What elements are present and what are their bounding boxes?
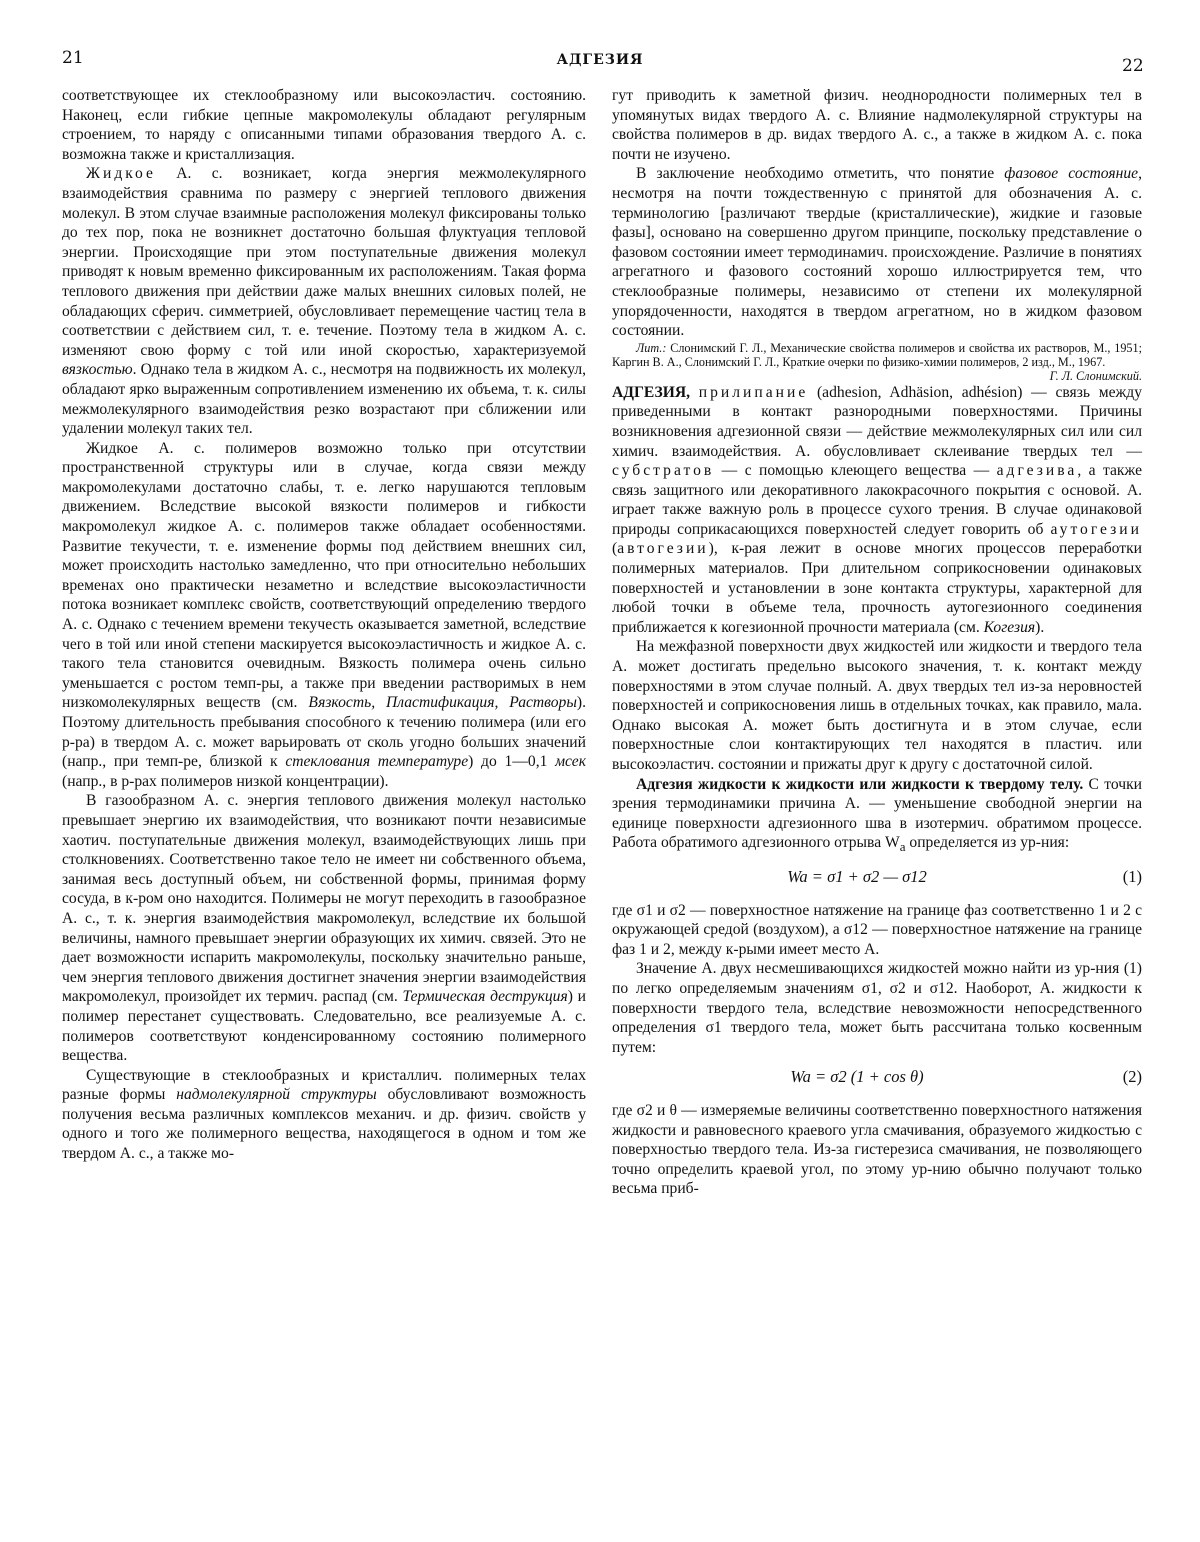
running-title: АДГЕЗИЯ bbox=[556, 52, 644, 68]
article-author: Г. Л. Слонимский. bbox=[1049, 368, 1142, 383]
paragraph-polymer-liquid bbox=[62, 439, 586, 792]
text-run: обусловливают возможность получения весьма различных комплексов механич. и др. физич. свойств у одного и того же полимерного вещества, находящегося в одном и том же твердом А. с., а также мо- bbox=[62, 1086, 586, 1163]
paragraph: Значение А. двух несмешивающихся жидкостей можно найти из ур-ния (1) по легко определяемым значениям σ1, σ2 и σ12. Наоборот, А. жидкости к поверхности твердого тела, вследствие невозможности непосредственного определения σ1 твердого тела, может быть рассчитана только косвенным путем: bbox=[612, 960, 1142, 1056]
text-run: ). Поэтому длительность пребывания способного к течению полимера (или его р-ра) в твердом А. с. может варьировать от сколь угодно больших значений (напр., при темп-ре, близкой к bbox=[62, 694, 586, 771]
cross-reference-link[interactable]: Термическая деструкция bbox=[402, 988, 568, 1006]
paragraph: соответствующее их стеклообразному или высокоэластич. состоянию. Наконец, если гибкие цепные макромолекулы обладают регулярным строением, то наряду с описанными типами образования твердого А. с. возможна также и кристаллизация. bbox=[62, 87, 586, 163]
paragraph-gas-state bbox=[62, 791, 586, 1065]
text-run: , а также связь защитного или декоративного лакокрасочного покрытия с основой. А. играет также важную роль в процессе сухого трения. В случае одинаковой природы соприкасающихся поверхностей следует говорить об bbox=[612, 462, 1142, 538]
cross-reference-link[interactable]: Вязкость, Пластификация, Растворы bbox=[308, 694, 577, 712]
text-run: А. с. возникает, когда энергия межмолекулярного взаимодействия сравнима по размеру с энергией теплового движения молекул. В этом случае взаимные расположения молекул фиксированы только до тех пор, пока не возникнет достаточно большая флуктуация тепловой энергии. Происходящие при этом поступательные движения молекул приводят к новым временно фиксированным их расположениям. Такая форма теплового движения при действии даже малых внешних силовых полей, не обладающих сферич. симметрией, обусловливает перемещение частиц тела в соответствии с действием сил, т. е. течение. Поэтому тела в жидком А. с. изменяют свою форму с той или иной скоростью, характеризуемой bbox=[62, 165, 586, 359]
section-heading: Адгезия жидкости к жидкости или жидкости к твердому телу. bbox=[636, 775, 1084, 793]
spaced-term: аутогезии bbox=[1050, 520, 1142, 538]
text-run: ). bbox=[1035, 618, 1045, 636]
equation-expression: Wa = σ1 + σ2 — σ12 bbox=[787, 867, 927, 887]
spaced-term: прилипание bbox=[698, 383, 809, 401]
headword: АДГЕЗИЯ, bbox=[612, 383, 691, 401]
paragraph-supramolecular bbox=[62, 1066, 586, 1164]
spaced-term: автогезии bbox=[617, 540, 709, 558]
paragraph: где σ2 и θ — измеряемые величины соответственно поверхностного натяжения жидкости и равновесного краевого угла смачивания, образуемого жидкостью с поверхностью твердого тела. Из-за гистерезиса смачивания, не позволяющего точно определить краевой угол, по этому ур-нию обычно получают только весьма приб- bbox=[612, 1102, 1142, 1198]
text-run: — с помощью клеющего вещества — bbox=[714, 462, 997, 480]
paragraph: гут приводить к заметной физич. неоднородности полимерных тел в упомянутых видах твердого А. с. Влияние надмолекулярной структуры на свойства полимеров в др. видах твердого А. с., а также в жидком А. с. пока почти не изучено. bbox=[612, 87, 1142, 163]
spaced-term: субстратов bbox=[612, 462, 715, 480]
equation-1 bbox=[612, 867, 1142, 887]
equation-2 bbox=[612, 1067, 1142, 1087]
text-run: Жидкое А. с. полимеров возможно только при отсутствии пространственной структуры или в случае, когда связи между макромолекулами достаточно слабы, т. е. легко нарушаются тепловым движением. Вследствие высокой вязкости полимеров и гибкости макромолекул жидкое А. с. полимеров также обладает особенностями. Развитие текучести, т. е. изменение формы под действием внешних сил, может происходить настолько замедленно, что при относительно небольших временах оно практически незаметно и вследствие высокоэластичности потока возникает комплекс свойств, соответствующий определению твердого А. с. Однако с течением времени текучесть оказывается заметной, вследствие чего в той или иной степени маскируется высокоэластичность и жидкое А. с. такого тела становится очевидным. Вязкость полимера очень сильно уменьшается с ростом темп-ры, а также при введении растворимых в нем низкомолекулярных веществ (см. bbox=[62, 439, 586, 712]
equation-expression: Wa = σ2 (1 + cos θ) bbox=[790, 1067, 924, 1087]
text-run: Слонимский Г. Л., Механические свойства полимеров и свойства их растворов, М., 1951; Каргин В. А., Слонимский Г. Л., Краткие очерки по физико-химии полимеров, 2 изд., М., 1967. bbox=[612, 340, 1142, 369]
page-number-left: 21 bbox=[62, 48, 84, 68]
cross-reference-link[interactable]: Когезия bbox=[983, 618, 1036, 636]
text-run: В заключение необходимо отметить, что понятие bbox=[636, 165, 1005, 183]
paragraph-liquid-adhesion: Адгезия жидкости к жидкости или жидкости к твердому телу. С точки зрения термодинамики причина А. — уменьшение свободной энергии на единице поверхности адгезионного шва в изотермич. обратимом процессе. Работа обратимого адгезионного отрыва $W_a$ определяется из ур-ния: bbox=[612, 775, 1142, 855]
unit: мсек bbox=[555, 753, 586, 771]
literature-label: Лит.: bbox=[636, 340, 667, 355]
cross-reference-link[interactable]: надмолекулярной структуры bbox=[176, 1086, 377, 1104]
paragraph-liquid-state bbox=[62, 164, 586, 438]
spaced-term: адгезива bbox=[996, 462, 1078, 480]
text-run: . Однако тела в жидком А. с., несмотря на подвижность их молекул, обладают ярко выраженным сопротивлением изменению их объема, т. к. силы межмолекулярного взаимодействия резко возрастают при сближении или удалении молекул таких тел. bbox=[62, 361, 586, 438]
cross-reference-link[interactable]: вязкостью bbox=[62, 361, 133, 379]
left-column bbox=[62, 86, 586, 1164]
text-run: ), к-рая лежит в основе многих процессов переработки полимерных материалов. При длительном соприкосновении одинаковых поверхностей и установлении в зоне контакта структуры, характерной для любой точки в объеме тела, прочность аутогезионного соединения приближается к когезионной прочности материала (см. bbox=[612, 540, 1142, 636]
text-run: (adhesion, Adhäsion, adhésion) — связь между приведенными в контакт разнородными поверхностями. Причины возникновения адгезионной связи — действие межмолекулярных сил или сил химич. взаимодействия. А. обусловливает склеивание твердых тел — bbox=[612, 383, 1142, 460]
spaced-term: Жидкое bbox=[86, 165, 156, 183]
literature-references bbox=[612, 340, 1142, 383]
text-run: Существующие в стеклообразных и кристаллич. полимерных телах разные формы bbox=[62, 1066, 586, 1104]
paragraph-interface: На межфазной поверхности двух жидкостей или жидкости и твердого тела А. может достигать предельно высокого значения, т. к. контакт между поверхностями в этом случае полный. А. двух твердых тел из-за неровностей поверхностей и соприкосновения лишь в отдельных точках, как правило, мала. Однако высокая А. может быть достигнута и в этом случае, если поверхностные слои контактирующих тел находятся в пластич. или высокоэластич. состоянии и прижаты друг к другу с достаточной силой. bbox=[612, 638, 1142, 773]
text-run: (напр., в р-рах полимеров низкой концентрации). bbox=[62, 772, 389, 790]
text-run: , несмотря на почти тождественную с принятой для обозначения А. с. терминологию [различают твердые (кристаллические), жидкие и газовые фазы], основано на совершенно другом принципе, поскольку представление о фазовом состоянии имеет термодинамич. происхождение. Различие в понятиях агрегатного и фазового состояний хорошо иллюстрируется тем, что стеклообразные полимеры, независимо от степени их молекулярной упорядоченности, находятся в твердом агрегатном, но в жидком фазовом состоянии. bbox=[612, 165, 1142, 340]
paragraph: где σ1 и σ2 — поверхностное натяжение на границе фаз соответственно 1 и 2 с окружающей средой (воздухом), а σ12 — поверхностное натяжение на границе фаз 1 и 2, между к-рыми имеет место А. bbox=[612, 901, 1142, 958]
text-run: С точки зрения термодинамики причина А. — уменьшение свободной энергии на единице поверхности адгезионного шва в изотермич. обратимом процессе. Работа обратимого адгезионного отрыва W bbox=[612, 775, 1142, 852]
text-run: ) до 1—0,1 bbox=[468, 753, 556, 771]
term: фазовое состояние bbox=[1004, 165, 1139, 183]
cross-reference-link[interactable]: стеклования температуре bbox=[285, 753, 469, 771]
text-run: определяется из ур-ния: bbox=[905, 834, 1070, 852]
text-run: ( bbox=[612, 540, 618, 558]
page-number-right: 22 bbox=[1122, 56, 1144, 76]
equation-number: (1) bbox=[1122, 867, 1142, 887]
text-run: ) и полимер перестанет существовать. Следовательно, все реализуемые А. с. полимеров соответствуют конденсированному состоянию полимерного вещества. bbox=[62, 988, 586, 1065]
right-column bbox=[612, 86, 1142, 1199]
article-adhesion bbox=[612, 383, 1142, 638]
paragraph-conclusion bbox=[612, 164, 1142, 340]
text-run: В газообразном А. с. энергия теплового движения молекул настолько превышает энергию их взаимодействия, что возникают почти независимые хаотич. поступательные движения молекул, взаимодействующих лишь при столкновениях. Соответственно такое тело не имеет ни собственного объема, занимая весь доступный объем, ни собственной формы, принимая форму сосуда, в к-ром оно находится. Полимеры не могут переходить в газообразное А. с., т. к. энергия взаимодействия макромолекул, вследствие их большой величины, намного превышает энергии образующих их химич. связей. Это не дает возможности испарить макромолекулы, поскольку значительно раньше, чем энергия теплового движения достигнет значения энергии взаимодействия макромолекул, произойдет их термич. распад (см. bbox=[62, 792, 586, 1006]
equation-number: (2) bbox=[1122, 1067, 1142, 1087]
